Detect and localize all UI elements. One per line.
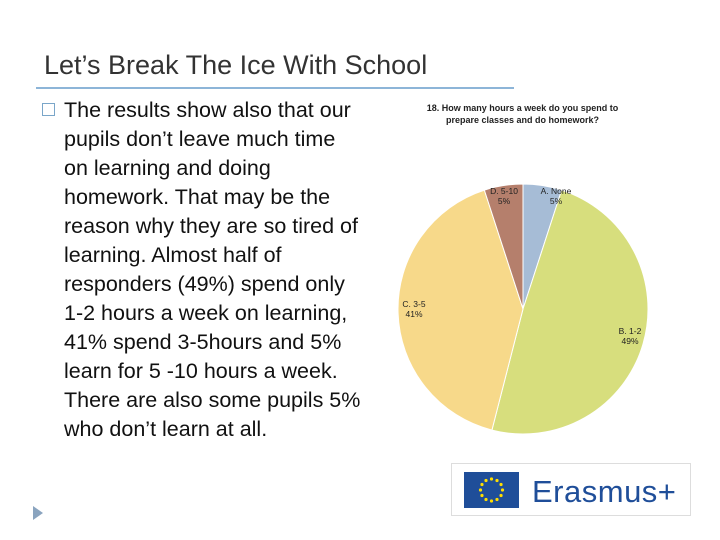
eu-star [490,477,493,480]
eu-star [484,479,487,482]
pie-chart [380,98,680,448]
pie-svg [380,98,680,448]
erasmus-logo-text: Erasmus+ [532,474,677,509]
slice-value-label: 5% [549,196,563,206]
bullet-text [64,96,364,444]
eu-star [480,483,483,486]
slice-value-label: 49% [621,336,639,346]
title-divider [36,87,514,89]
erasmus-logo [451,463,691,516]
eu-flag-icon [464,472,519,508]
slice-value-label: 5% [497,196,511,206]
slice-value-label: 41% [405,309,423,319]
slide-title: Let’s Break The Ice With School [44,50,428,80]
slice-label: D. 5-10 [490,186,518,196]
eu-star [479,488,482,491]
eu-star [495,498,498,501]
eu-star [501,488,504,491]
slice-label: A. None [540,186,572,196]
bullet-text-first-word: The [64,98,102,122]
eu-star [484,498,487,501]
chart-title-line2: prepare classes and do homework? [445,115,600,125]
eu-star [490,499,493,502]
slice-label: C. 3-5 [402,299,426,309]
eu-star [499,483,502,486]
eu-star [495,479,498,482]
slice-label: B. 1-2 [618,326,642,336]
slide-nav-arrow-icon[interactable] [33,506,43,520]
bullet-marker-icon [42,103,55,116]
bullet-text-rest: results show also that our pupils don’t leave much time on learning and doing homework. That may be the reason why they are so tired of learning. Almost half of responders (49%) spend only 1-2 hours a week on learning, 41% spend 3-5hours and 5% learn for 5 -10 hours a week. There are also some pupils 5% who don’t learn at all. [64,98,361,441]
eu-star [499,494,502,497]
eu-star [480,494,483,497]
chart-title-line1: 18. How many hours a week do you spend to [426,103,619,113]
